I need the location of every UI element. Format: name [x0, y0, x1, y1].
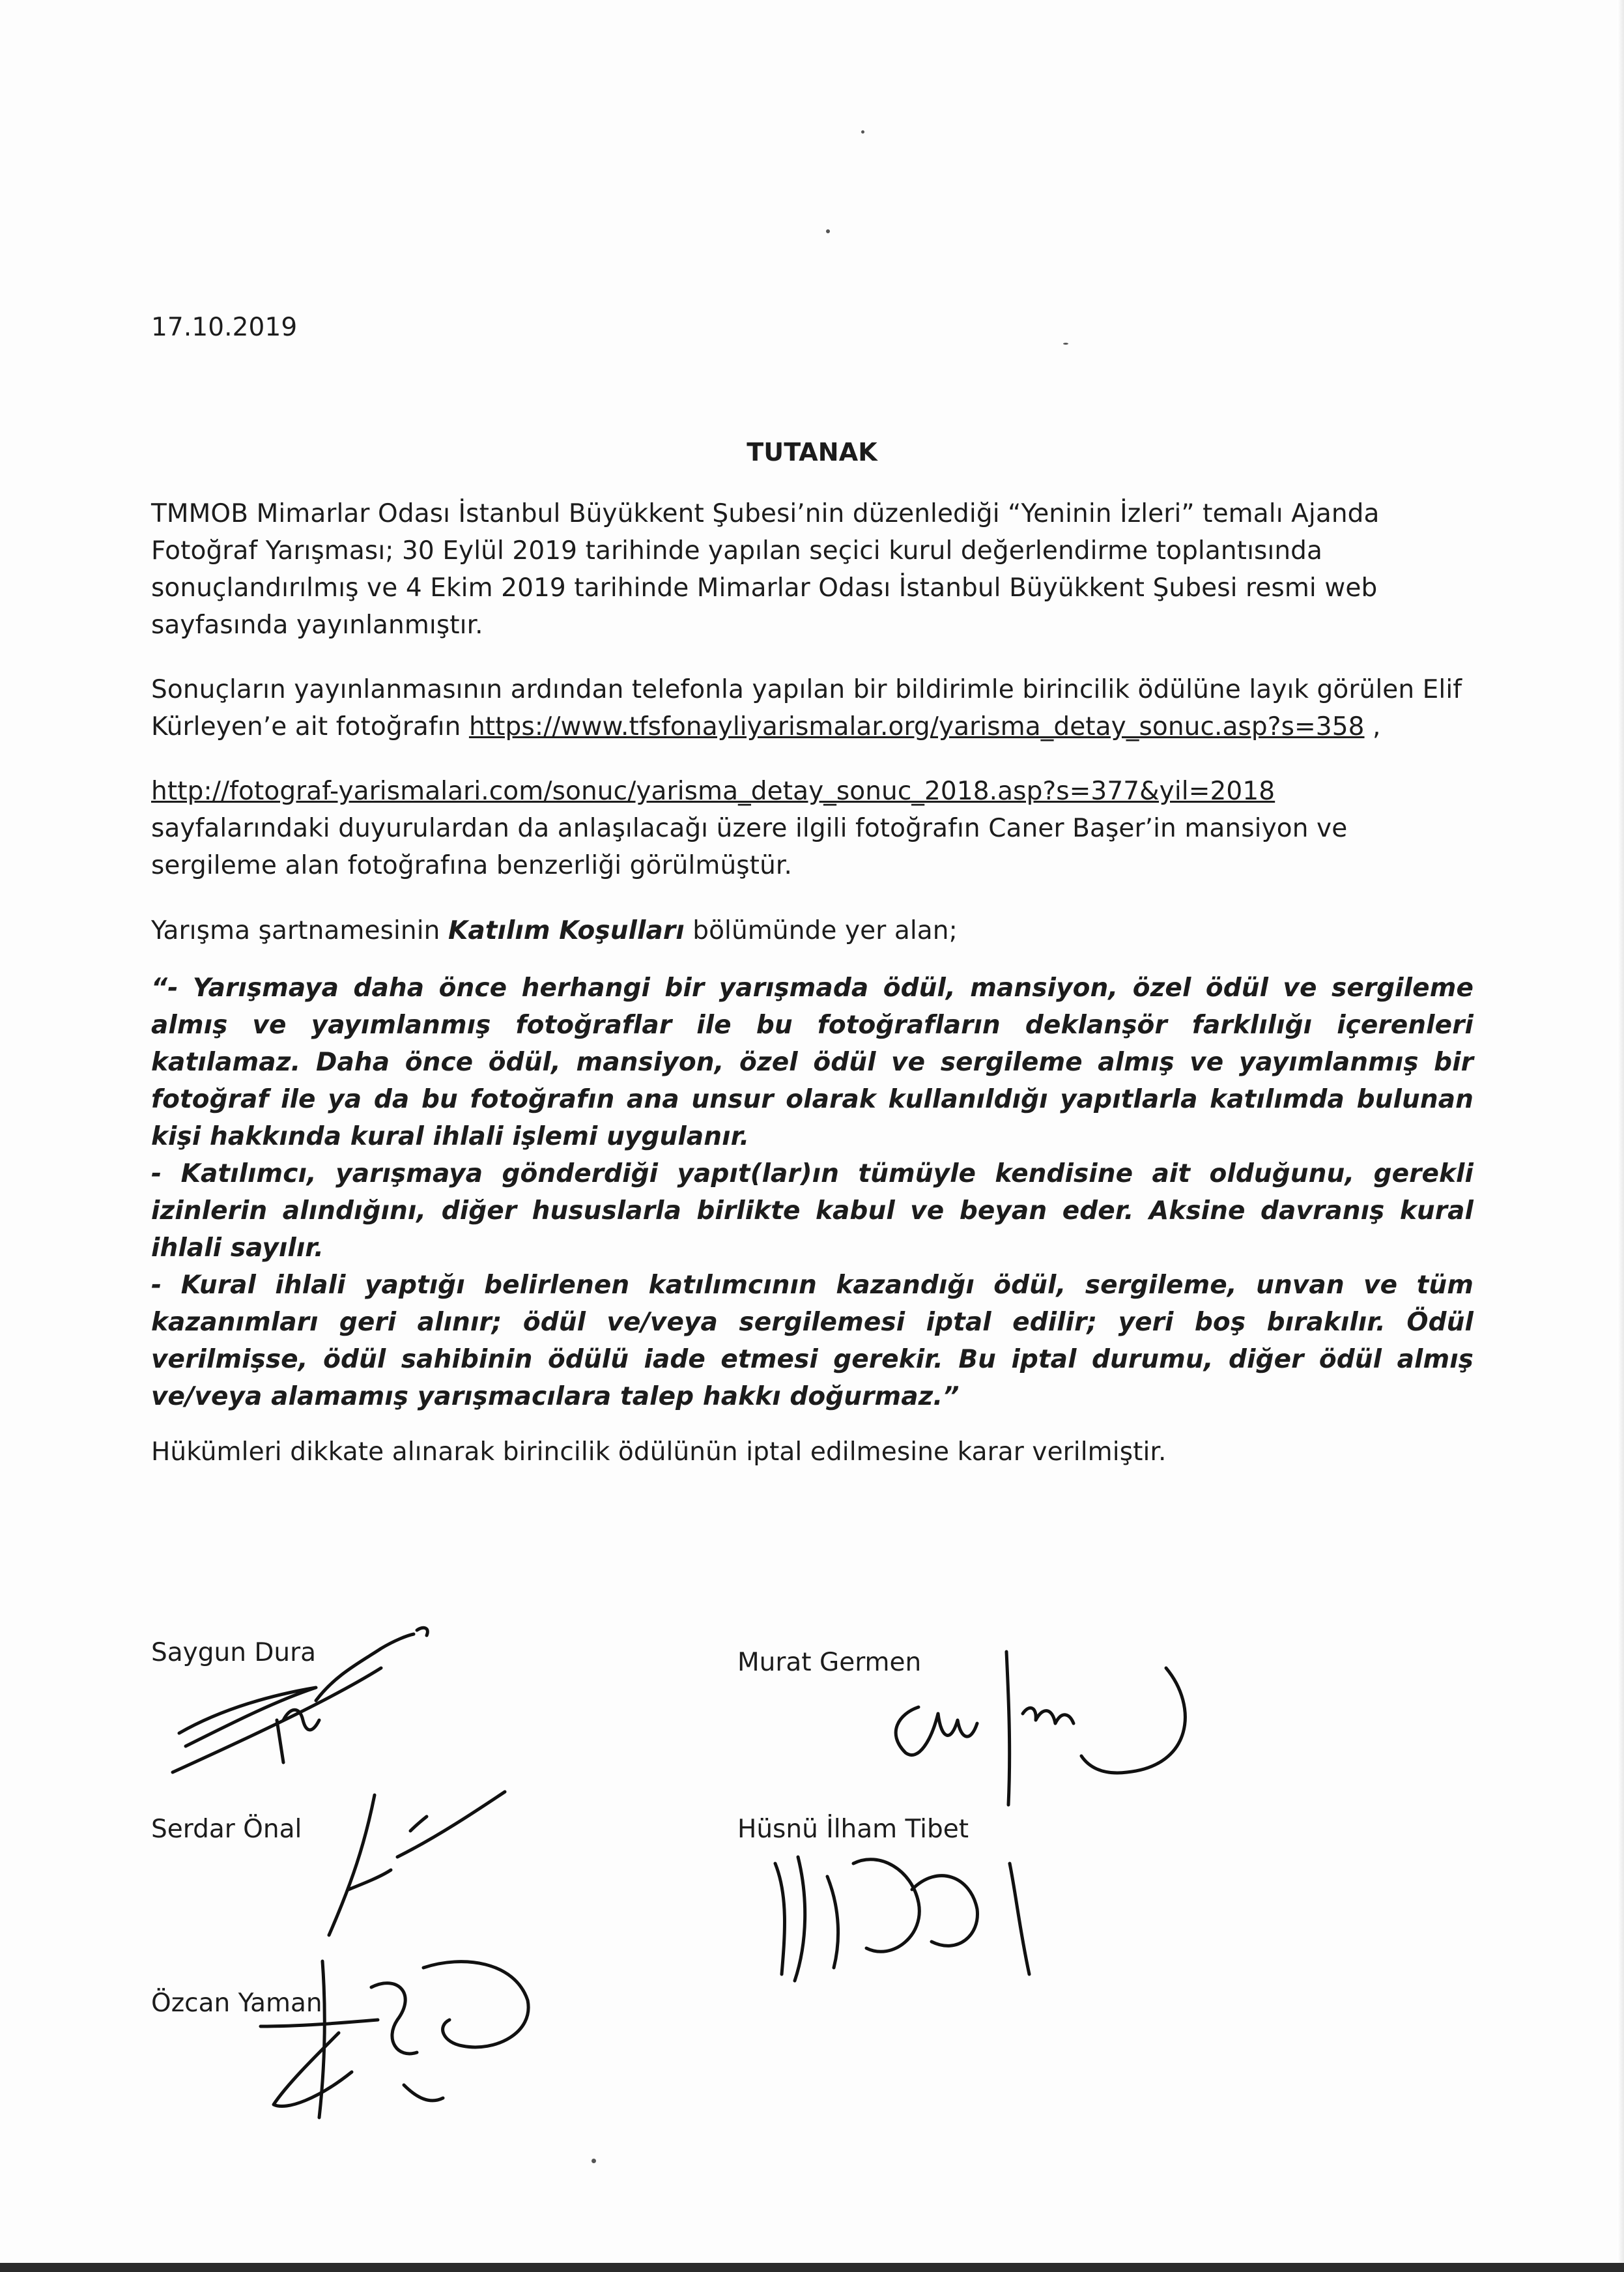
paragraph-notification — [151, 671, 1474, 745]
link-tfsf-results[interactable]: https://www.tfsfonayliyarismalar.org/yarisma_detay_sonuc.asp?s=358 — [468, 712, 1365, 741]
paragraph-intro: TMMOB Mimarlar Odası İstanbul Büyükkent Şubesi’nin düzenlediği “Yeninin İzleri” temalı Ajanda Fotoğraf Yarışması; 30 Eylül 2019 tarihinde yapılan seçici kurul değerlendirme toplantısında sonuçlandırılmış ve 4 Ekim 2019 tarihinde Mimarlar Odası İstanbul Büyükkent Şubesi resmi web sayfasında yayınlanmıştır. — [151, 499, 1380, 640]
paragraph-decision: Hükümleri dikkate alınarak birincilik ödülünün iptal edilmesine karar verilmiştir. — [151, 1437, 1167, 1467]
scan-edge-bottom — [0, 2263, 1624, 2272]
quoted-rule-3: - Kural ihlali yaptığı belirlenen katılımcının kazandığı ödül, sergileme, unvan ve tüm kazanımları geri alınır; ödül ve/veya sergilemesi iptal edilir; yeri boş bırakılır. Ödül verilmişse, ödül sahibinin ödülü iade etmesi gerekir. Bu iptal durumu, diğer ödül almış ve/veya alamamış yarışmacılara talep hakkı doğurmaz.” — [151, 1271, 1474, 1411]
scan-speck — [1063, 343, 1068, 345]
scan-speck — [861, 130, 864, 134]
signatory-name-saygun-dura: Saygun Dura — [151, 1638, 317, 1667]
scan-speck — [826, 229, 830, 233]
signature-murat-germen — [866, 1642, 1205, 1818]
document-title: TUTANAK — [747, 438, 877, 467]
signatory-name-murat-germen: Murat Germen — [737, 1648, 922, 1677]
signatory-name-husnu-ilham-tibet: Hüsnü İlham Tibet — [737, 1815, 969, 1844]
paragraph-specification-after: bölümünde yer alan; — [684, 916, 958, 945]
quoted-rules — [151, 970, 1474, 1415]
link-fotograf-yarismalari-results[interactable]: http://fotograf-yarismalari.com/sonuc/yarisma_detay_sonuc_2018.asp?s=377&yil=2018 — [151, 777, 1275, 806]
signature-serdar-onal — [319, 1785, 515, 1942]
paragraph-notification-comma: , — [1364, 712, 1381, 741]
document-date: 17.10.2019 — [151, 313, 298, 342]
paragraph-similarity — [151, 773, 1474, 884]
participation-conditions-emphasis: Katılım Koşulları — [448, 916, 685, 945]
quoted-rule-1: “- Yarışmaya daha önce herhangi bir yarışmada ödül, mansiyon, özel ödül ve sergileme almış ve yayımlanmış fotoğraflar ile bu fotoğrafların deklanşör farklılığı içerenleri katılamaz. Daha önce ödül, mansiyon, özel ödül ve sergileme almış ve yayımlanmış bir fotoğraf ile ya da bu fotoğrafın ana unsur olarak kullanıldığı yapıtlarla katılımda bulunan kişi hakkında kural ihlali işlemi uygulanır. — [151, 973, 1474, 1151]
paragraph-specification-before: Yarışma şartnamesinin — [151, 916, 448, 945]
signature-husnu-ilham-tibet — [762, 1837, 1062, 1994]
quoted-rule-2: - Katılımcı, yarışmaya gönderdiği yapıt(lar)ın tümüyle kendisine ait olduğunu, gerekli izinlerin alındığını, diğer hususlarla birlikte kabul ve beyan eder. Aksine davranış kural ihlali sayılır. — [151, 1159, 1474, 1263]
paragraph-specification — [151, 912, 1474, 949]
signature-ozcan-yaman — [248, 1948, 547, 2144]
signatory-name-ozcan-yaman: Özcan Yaman — [151, 1989, 322, 2018]
paragraph-similarity-text: sayfalarındaki duyurulardan da anlaşılacağı üzere ilgili fotoğrafın Caner Başer’in mansiyon ve sergileme alan fotoğrafına benzerliği görülmüştür. — [151, 814, 1348, 880]
signatory-name-serdar-onal: Serdar Önal — [151, 1815, 302, 1844]
paragraph-notification-text: Sonuçların yayınlanmasının ardından telefonla yapılan bir bildirimle birincilik ödülüne layık görülen Elif Kürleyen’e ait fotoğrafın — [151, 675, 1462, 741]
signature-saygun-dura — [166, 1622, 479, 1792]
scan-edge-shadow — [1617, 0, 1624, 2272]
scan-speck — [591, 2159, 596, 2163]
